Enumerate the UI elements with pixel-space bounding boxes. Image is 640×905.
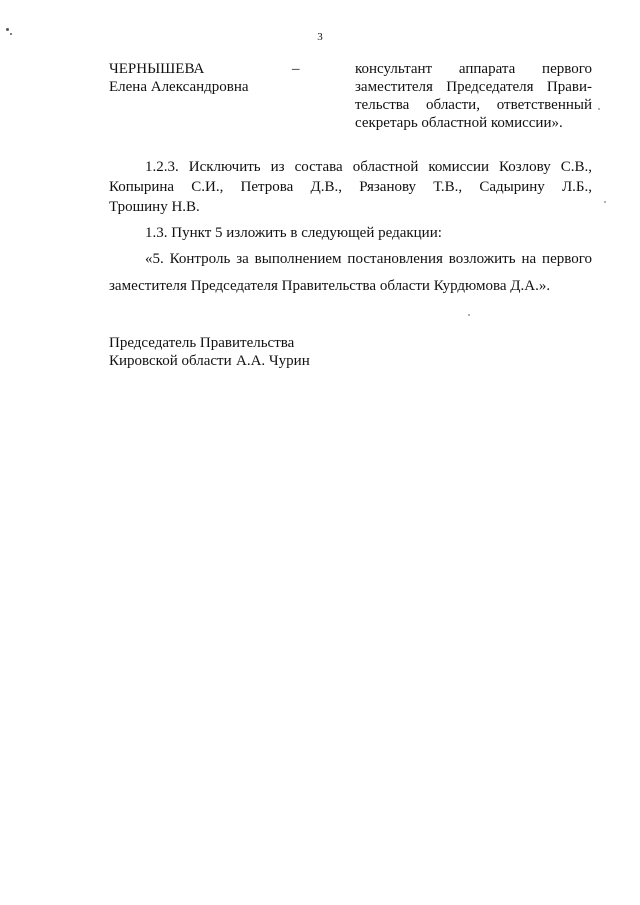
item-1-2-3-line-2: Копырина С.И., Петрова Д.В., Рязанову Т.В., Садырину Л.Б., [109, 179, 592, 195]
member-dash: – [292, 61, 300, 77]
item-1-3: 1.3. Пункт 5 изложить в следующей редакции: [145, 225, 442, 241]
item-5-line-2: заместителя Председателя Правительства области Курдюмова Д.А.». [109, 278, 551, 294]
member-position-line-3: тельства области, ответственный [355, 97, 592, 113]
signature-title: Председатель Правительства [109, 335, 295, 351]
scan-speck [604, 201, 606, 203]
member-surname: ЧЕРНЫШЕВА [109, 61, 205, 77]
member-position-line-2: заместителя Председателя Прави- [355, 79, 592, 95]
member-position-line-1: консультант аппарата первого [355, 61, 592, 77]
scan-speck [468, 314, 470, 316]
signature-name: А.А. Чурин [236, 353, 310, 369]
member-given-names: Елена Александровна [109, 79, 249, 95]
page-number: 3 [317, 31, 323, 43]
scan-speck [598, 108, 600, 110]
scan-speck [6, 28, 9, 31]
item-1-2-3-line-1: 1.2.3. Исключить из состава областной комиссии Козлову С.В., [145, 159, 592, 175]
member-position-line-4: секретарь областной комиссии». [355, 115, 563, 131]
item-1-2-3-line-3: Трошину Н.В. [109, 199, 200, 215]
signature-region: Кировской области [109, 353, 232, 369]
item-5-line-1: «5. Контроль за выполнением постановления возложить на первого [145, 251, 592, 267]
scan-speck [10, 33, 12, 35]
